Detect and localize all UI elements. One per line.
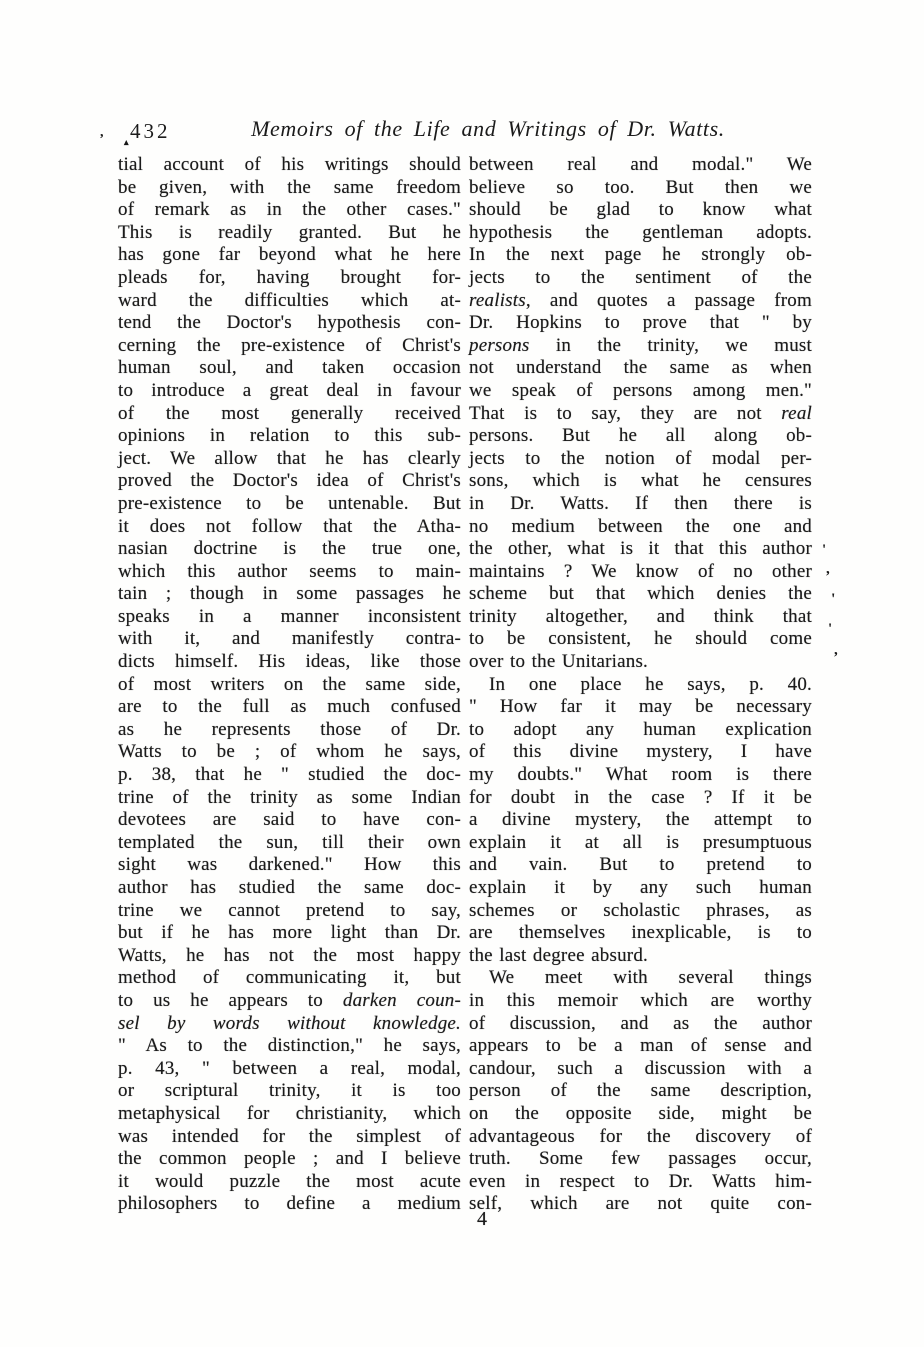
text-line: was intended for the simplest of — [118, 1125, 461, 1147]
text-line: has gone far beyond what he here — [118, 244, 461, 266]
print-artifact: , — [100, 125, 104, 140]
text-line: advantageous for the discovery of — [469, 1125, 812, 1147]
text-line: " How far it may be necessary — [469, 696, 812, 718]
text-line: with it, and manifestly contra- — [118, 628, 461, 650]
text-line: persons. But he all along ob- — [469, 425, 812, 447]
text-line: explain it at all is presumptuous — [469, 831, 812, 853]
text-line: my doubts." What room is there — [469, 764, 812, 786]
text-line: p. 38, that he " studied the doc- — [118, 764, 461, 786]
print-artifact: ' — [828, 621, 833, 637]
text-line: sons, which is what he censures — [469, 470, 812, 492]
print-artifact: ' — [822, 542, 827, 558]
text-line: p. 43, " between a real, modal, — [118, 1057, 461, 1079]
text-line: This is readily granted. But he — [118, 221, 461, 243]
signature-mark: 4 — [477, 1208, 487, 1230]
text-line: of most writers on the same side, — [118, 673, 461, 695]
text-line: nasian doctrine is the true one, — [118, 538, 461, 560]
text-line: persons in the trinity, we must — [469, 334, 812, 356]
text-line: even in respect to Dr. Watts him- — [469, 1170, 812, 1192]
print-artifact: , — [826, 561, 830, 577]
text-line: self, which are not quite con- — [469, 1193, 812, 1215]
text-line: appears to be a man of sense and — [469, 1035, 812, 1057]
text-line: explain it by any such human — [469, 877, 812, 898]
text-line: cerning the pre-existence of Christ's — [118, 334, 461, 356]
text-line: to adopt any human explication — [469, 718, 812, 740]
text-line: hypothesis the gentleman adopts. — [469, 221, 812, 243]
text-line: jects to the sentiment of the — [469, 266, 812, 288]
text-line: which this author seems to main- — [118, 560, 461, 582]
text-line: on the opposite side, might be — [469, 1102, 812, 1124]
page-title: Memoirs of the Life and Writings of Dr. Watts. — [251, 116, 725, 141]
text-line: the other, what is it that this author — [469, 538, 812, 560]
text-line: to introduce a great deal in favour — [118, 379, 461, 401]
text-line: and vain. But to pretend to — [469, 854, 812, 876]
text-line: maintains ? We know of no other — [469, 560, 812, 582]
text-line: metaphysical for christianity, which — [118, 1102, 461, 1124]
text-line: Dr. Hopkins to prove that " by — [469, 312, 812, 334]
text-line: dicts himself. His ideas, like those — [118, 651, 461, 673]
text-line: schemes or scholastic phrases, as — [469, 899, 812, 921]
text-block — [118, 154, 812, 1216]
text-line: method of communicating it, but — [118, 967, 461, 989]
text-line: In the next page he strongly ob- — [469, 244, 812, 266]
text-line: opinions in relation to this sub- — [118, 425, 461, 447]
text-line: Watts to be ; of whom he says, — [118, 741, 461, 763]
text-line: to be consistent, he should come — [469, 628, 812, 650]
text-line: Watts, he has not the most happy — [118, 944, 461, 966]
text-line: between real and modal." We — [469, 154, 812, 175]
text-line: tain ; though in some passages he — [118, 583, 461, 605]
text-line: no medium between the one and — [469, 515, 812, 537]
text-line: human soul, and taken occasion — [118, 357, 461, 379]
text-column-right — [469, 154, 812, 1216]
text-line: speaks in a manner inconsistent — [118, 605, 461, 627]
text-line: person of the same description, — [469, 1080, 812, 1102]
text-line: sight was darkened." How this — [118, 854, 461, 876]
text-line: are themselves inexplicable, is to — [469, 922, 812, 944]
text-line: it would puzzle the most acute — [118, 1170, 461, 1192]
text-line: believe so too. But then we — [469, 176, 812, 198]
page-header — [118, 116, 812, 146]
text-line: not understand the same as when — [469, 357, 812, 379]
text-line: over to the Unitarians. — [469, 651, 648, 673]
page-number: 432 — [130, 119, 171, 143]
text-line: the common people ; and I believe — [118, 1148, 461, 1170]
text-line: author has studied the same doc- — [118, 877, 461, 898]
text-line: tend the Doctor's hypothesis con- — [118, 312, 461, 334]
text-line: in this memoir which are worthy — [469, 989, 812, 1011]
text-line: sel by words without knowledge. — [118, 1012, 461, 1034]
text-line: ward the difficulties which at- — [118, 289, 461, 311]
text-line: the last degree absurd. — [469, 944, 648, 966]
text-line: a divine mystery, the attempt to — [469, 809, 812, 831]
text-line: of remark as in the other cases." — [118, 199, 461, 221]
text-line: jects to the notion of modal per- — [469, 447, 812, 469]
text-line: scheme but that which denies the — [469, 583, 812, 605]
print-artifact: ▴ — [124, 137, 129, 147]
text-line: trine of the trinity as some Indian — [118, 786, 461, 808]
text-line: realists, and quotes a passage from — [469, 289, 812, 311]
text-line: be given, with the same freedom — [118, 176, 461, 198]
text-line: templated the sun, till their own — [118, 831, 461, 853]
text-line: should be glad to know what — [469, 199, 812, 221]
text-line: it does not follow that the Atha- — [118, 515, 461, 537]
text-line: truth. Some few passages occur, — [469, 1148, 812, 1170]
text-line: we speak of persons among men." — [469, 379, 812, 401]
text-line: That is to say, they are not real — [469, 402, 812, 424]
text-line: are to the full as much confused — [118, 696, 461, 718]
text-line: devotees are said to have con- — [118, 809, 461, 831]
text-line: pre-existence to be untenable. But — [118, 492, 461, 514]
text-line: tial account of his writings should — [118, 154, 461, 175]
text-line: of the most generally received — [118, 402, 461, 424]
text-line: proved the Doctor's idea of Christ's — [118, 470, 461, 492]
text-line: In one place he says, p. 40. — [489, 673, 812, 695]
text-line: of discussion, and as the author — [469, 1012, 812, 1034]
text-line: philosophers to define a medium — [118, 1193, 461, 1215]
text-line: ject. We allow that he has clearly — [118, 447, 461, 469]
text-line: We meet with several things — [489, 967, 812, 989]
text-line: pleads for, having brought for- — [118, 266, 461, 288]
text-line: or scriptural trinity, it is too — [118, 1080, 461, 1102]
text-line: but if he has more light than Dr. — [118, 922, 461, 944]
text-line: trinity altogether, and think that — [469, 605, 812, 627]
text-line: trine we cannot pretend to say, — [118, 899, 461, 921]
text-column-left — [118, 154, 461, 1216]
text-line: candour, such a discussion with a — [469, 1057, 812, 1079]
print-artifact: ' — [831, 591, 836, 608]
print-artifact: , — [834, 642, 838, 658]
text-line: " As to the distinction," he says, — [118, 1035, 461, 1057]
text-line: to us he appears to darken coun- — [118, 989, 462, 1011]
text-line: in Dr. Watts. If then there is — [469, 492, 812, 514]
text-line: for doubt in the case ? If it be — [469, 786, 812, 808]
text-line: as he represents those of Dr. — [118, 718, 461, 740]
text-line: of this divine mystery, I have — [469, 741, 812, 763]
